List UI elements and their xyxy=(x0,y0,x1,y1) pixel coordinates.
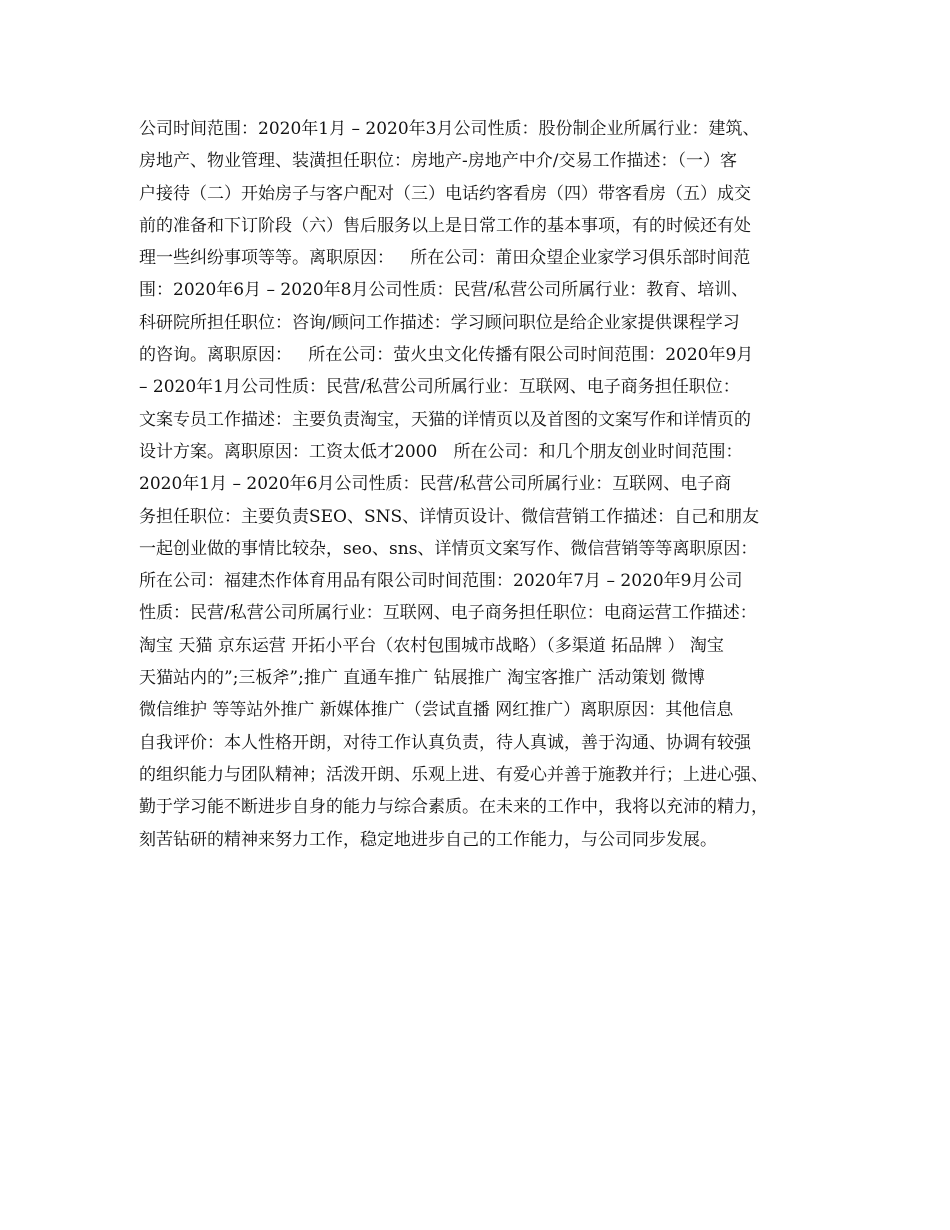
text-line: 房地产、物业管理、装潢担任职位：房地产-房地产中介/交易工作描述：（一）客 xyxy=(139,151,737,172)
text-line: 所在公司：福建杰作体育用品有限公司时间范围：2020年7月 – 2020年9月公司 xyxy=(139,571,743,592)
text-line: 户接待（二）开始房子与客户配对（三）电话约客看房（四）带客看房（五）成交 xyxy=(139,183,751,204)
text-line: 天猫站内的”;三板斧”;推广 直通车推广 钻展推广 淘宝客推广 活动策划 微博 xyxy=(139,668,705,689)
text-line: 公司时间范围：2020年1月 – 2020年3月公司性质：股份制企业所属行业：建筑、 xyxy=(139,119,760,139)
text-line: 自我评价：本人性格开朗，对待工作认真负责，待人真诚，善于沟通、协调有较强 xyxy=(139,732,751,753)
text-line: 理一些纠纷事项等等。离职原因： 所在公司：莆田众望企业家学习俱乐部时间范 xyxy=(139,248,751,269)
text-line: 性质：民营/私营公司所属行业：互联网、电子商务担任职位：电商运营工作描述： xyxy=(139,603,757,624)
text-line: 的咨询。离职原因： 所在公司：萤火虫文化传播有限公司时间范围：2020年9月 xyxy=(139,345,754,366)
document-body xyxy=(139,113,811,856)
text-line: 设计方案。离职原因：工资太低才2000 所在公司：和几个朋友创业时间范围： xyxy=(139,441,743,462)
text-line: 科研院所担任职位：咨询/顾问工作描述：学习顾问职位是给企业家提供课程学习 xyxy=(139,312,740,333)
text-line: 勤于学习能不断进步自身的能力与综合素质。在未来的工作中，我将以充沛的精力， xyxy=(139,797,768,818)
text-line: 淘宝 天猫 京东运营 开拓小平台（农村包围城市战略）（多渠道 拓品牌 ） 淘宝 xyxy=(139,635,724,656)
text-line: 刻苦钻研的精神来努力工作，稳定地进步自己的工作能力，与公司同步发展。 xyxy=(139,829,717,850)
text-line: 前的准备和下订阶段（六）售后服务以上是日常工作的基本事项，有的时候还有处 xyxy=(139,215,751,236)
text-line: 围：2020年6月 – 2020年8月公司性质：民营/私营公司所属行业：教育、培训、 xyxy=(139,280,749,301)
text-line: 微信维护 等等站外推广 新媒体推广（尝试直播 网红推广）离职原因：其他信息 xyxy=(139,700,734,721)
text-line: 一起创业做的事情比较杂，seo、sns、详情页文案写作、微信营销等等离职原因： xyxy=(139,538,758,559)
text-line: – 2020年1月公司性质：民营/私营公司所属行业：互联网、电子商务担任职位： xyxy=(139,377,740,398)
text-line: 文案专员工作描述：主要负责淘宝，天猫的详情页以及首图的文案写作和详情页的 xyxy=(139,409,751,430)
text-line: 的组织能力与团队精神；活泼开朗、乐观上进、有爱心并善于施教并行；上进心强、 xyxy=(139,764,768,785)
text-line: 2020年1月 – 2020年6月公司性质：民营/私营公司所属行业：互联网、电子商 xyxy=(139,474,732,495)
text-line: 务担任职位：主要负责SEO、SNS、详情页设计、微信营销工作描述：自己和朋友 xyxy=(139,506,760,527)
